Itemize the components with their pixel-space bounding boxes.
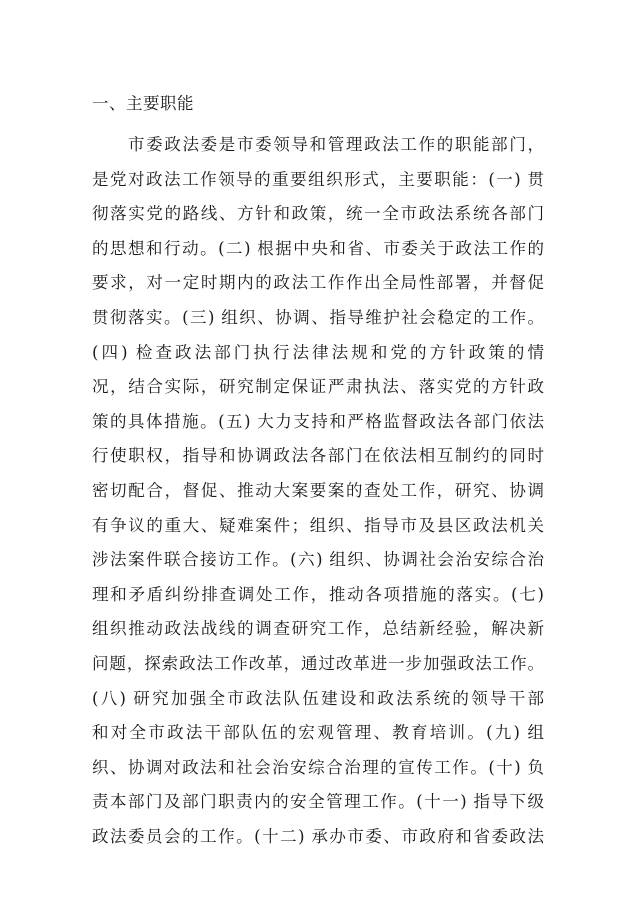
text-line: 要求，对一定时期内的政法工作作出全局性部署，并督促: [92, 273, 544, 293]
text-line: 策的具体措施。(五) 大力支持和严格监督政法各部门依法: [92, 411, 544, 431]
text-line: 织、协调对政法和社会治安综合治理的宣传工作。(十) 负: [92, 757, 544, 777]
text-line: 涉法案件联合接访工作。(六) 组织、协调社会治安综合治: [92, 550, 544, 570]
text-line: 的思想和行动。(二) 根据中央和省、市委关于政法工作的: [92, 238, 544, 258]
text-line: 行使职权，指导和协调政法各部门在依法相互制约的同时: [92, 446, 544, 466]
text-line: 理和矛盾纠纷排查调处工作，推动各项措施的落实。(七): [92, 584, 544, 604]
text-line: 和对全市政法干部队伍的宏观管理、教育培训。(九) 组: [92, 723, 544, 743]
text-line: (四) 检查政法部门执行法律法规和党的方针政策的情: [92, 342, 544, 362]
section-heading: 一、主要职能: [92, 94, 194, 113]
body-text: [92, 128, 544, 854]
text-line: 密切配合，督促、推动大案要案的查处工作，研究、协调: [92, 480, 544, 500]
text-line: 有争议的重大、疑难案件；组织、指导市及县区政法机关: [92, 515, 544, 535]
text-line: 贯彻落实。(三) 组织、协调、指导维护社会稳定的工作。: [92, 307, 544, 327]
text-line: 组织推动政法战线的调查研究工作，总结新经验，解决新: [92, 619, 544, 639]
text-line: 问题，探索政法工作改革，通过改革进一步加强政法工作。: [92, 653, 544, 673]
text-line: (八) 研究加强全市政法队伍建设和政法系统的领导干部: [92, 688, 544, 708]
text-line: 况，结合实际，研究制定保证严肃执法、落实党的方针政: [92, 377, 544, 397]
text-line: 市委政法委是市委领导和管理政法工作的职能部门，: [128, 135, 544, 154]
text-line: 责本部门及部门职责内的安全管理工作。(十一) 指导下级: [92, 792, 544, 812]
text-line: 政法委员会的工作。(十二) 承办市委、市政府和省委政法: [92, 826, 544, 846]
text-line: 彻落实党的路线、方针和政策，统一全市政法系统各部门: [92, 204, 544, 224]
text-line: 是党对政法工作领导的重要组织形式，主要职能：(一) 贯: [92, 169, 544, 189]
